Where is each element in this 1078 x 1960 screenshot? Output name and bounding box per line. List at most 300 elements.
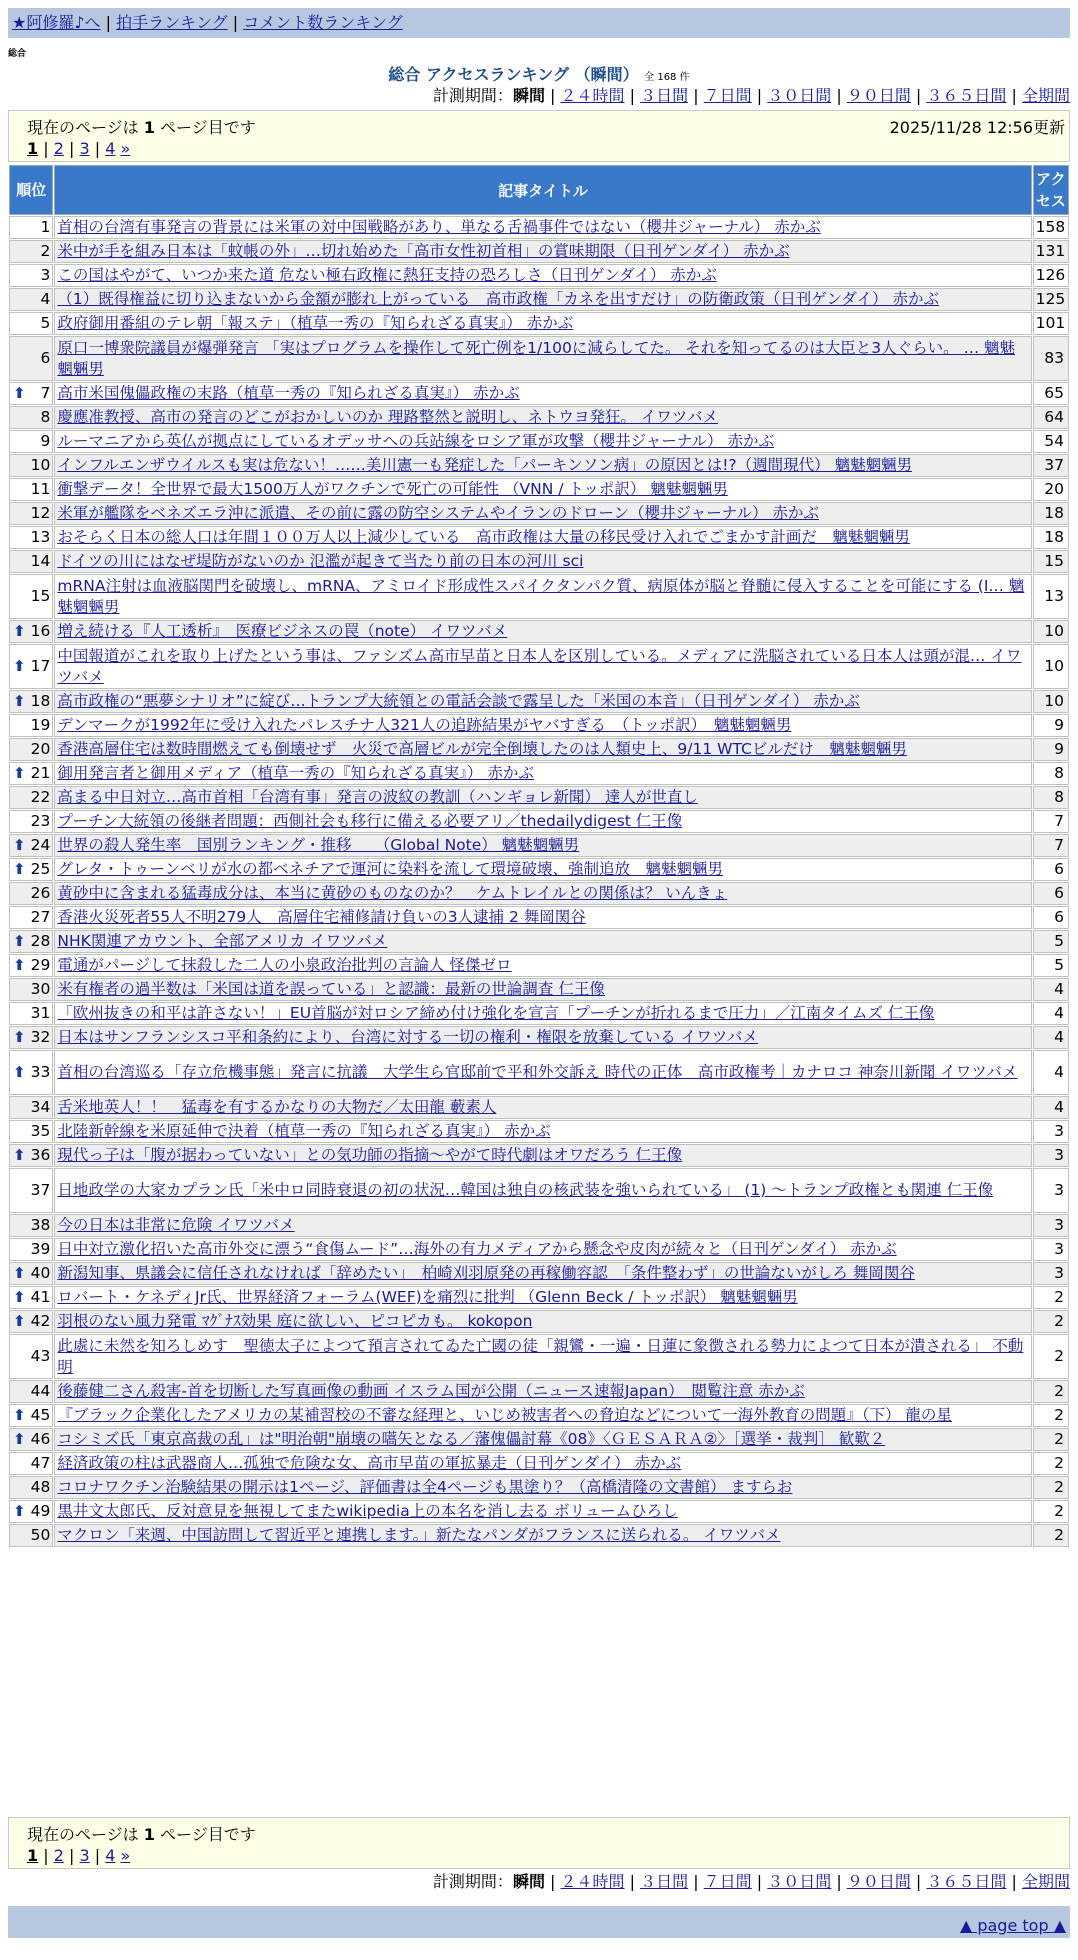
article-link[interactable]: 増え続ける『人工透析』 医療ビジネスの罠（note） イワツバメ — [57, 622, 508, 640]
rank-number: 5 — [40, 314, 51, 332]
title-cell — [54, 336, 1031, 381]
rank-cell — [9, 1144, 53, 1167]
rank-number: 3 — [40, 266, 51, 284]
rank-cell — [9, 1428, 53, 1451]
article-link[interactable]: 新潟知事、県議会に信任されなければ「辞めたい」 柏崎刈羽原発の再稼働容認 「条件整わず」の世論ないがしろ 舞岡関谷 — [57, 1264, 915, 1282]
article-link[interactable]: 原口一博衆院議員が爆弾発言 「実はプログラムを操作して死亡例を1/100に減らしてた。 それを知ってるのは大臣と3人ぐらい。 … 魑魅魍魎男 — [57, 338, 1015, 378]
category-label: 総合 — [8, 49, 27, 59]
article-link[interactable]: 御用発言者と御用メディア（植草一秀の『知られざる真実』） 赤かぶ — [57, 764, 534, 782]
title-cell — [54, 478, 1031, 501]
rank-number: 8 — [40, 408, 51, 426]
rank-cell — [9, 526, 53, 549]
period-label: 計測期間： — [432, 86, 513, 105]
title-cell — [54, 1524, 1031, 1547]
access-count: 3 — [1033, 1238, 1069, 1261]
period-link-３０日間[interactable]: ３０日間 — [767, 86, 832, 105]
rank-number: 27 — [30, 908, 51, 926]
rank-cell — [9, 1404, 53, 1427]
title-cell — [54, 714, 1031, 737]
article-link[interactable]: 日地政学の大家カプラン氏「米中ロ同時衰退の初の状況…韓国は独自の核武装を強いられている」 (1) ～トランプ政権とも関連 仁王像 — [57, 1181, 994, 1199]
article-link[interactable]: 電通がパージして抹殺した二人の小泉政治批判の言論人 怪傑ゼロ — [57, 956, 512, 974]
pager-link-3[interactable]: 3 — [79, 139, 90, 158]
article-link[interactable]: 黄砂中に含まれる猛毒成分は、本当に黄砂のものなのか？ ケムトレイルとの関係は？ いんきょ — [57, 884, 728, 902]
rank-number: 16 — [30, 622, 51, 640]
rank-number: 42 — [30, 1312, 51, 1330]
article-link[interactable]: 『ブラック企業化したアメリカの某補習校の不審な経理と、いじめ被害者への脅迫などについて一海外教育の問題』（下） 龍の星 — [57, 1406, 952, 1424]
rank-cell — [9, 762, 53, 785]
article-link[interactable]: 高市政権の“悪夢シナリオ”に綻び…トランプ大統領との電話会談で露呈した「米国の本音」（日刊ゲンダイ） 赤かぶ — [57, 692, 860, 710]
access-count: 6 — [1033, 906, 1069, 929]
period-link-２４時間[interactable]: ２４時間 — [560, 86, 625, 105]
period-link-９０日間[interactable]: ９０日間 — [846, 1872, 911, 1891]
rank-cell — [9, 978, 53, 1001]
rank-cell — [9, 478, 53, 501]
rank-number: 31 — [30, 1004, 51, 1022]
table-row — [9, 264, 1069, 287]
rank-number: 22 — [30, 788, 51, 806]
table-row — [9, 930, 1069, 953]
rank-up-arrow-icon: ⬆ — [13, 1288, 26, 1306]
ranking-title-text: 総合 アクセスランキング （瞬間） — [388, 65, 639, 84]
rank-number: 6 — [40, 349, 51, 367]
article-link[interactable]: 高市米国傀儡政権の末路（植草一秀の『知られざる真実』） 赤かぶ — [57, 384, 520, 402]
article-link[interactable]: 今の日本は非常に危険 イワツバメ — [57, 1216, 295, 1234]
rank-number: 30 — [30, 980, 51, 998]
article-link[interactable]: 首相の台湾巡る「存立危機事態」発言に抗議 大学生ら官邸前で平和外交訴え 時代の正体 高市政権考｜カナロコ 神奈川新聞 イワツバメ — [57, 1063, 1018, 1081]
article-link[interactable]: 北陸新幹線を米原延伸で決着（植草一秀の『知られざる真実』） 赤かぶ — [57, 1122, 551, 1140]
pager-link-3[interactable]: 3 — [79, 1846, 90, 1865]
article-link[interactable]: プーチン大統領の後継者問題：西側社会も移行に備える必要アリ／thedailydigest 仁王像 — [57, 812, 683, 830]
nav-comment-ranking-link[interactable]: コメント数ランキング — [243, 13, 403, 32]
pager-separator: | — [89, 139, 106, 158]
rank-number: 21 — [30, 764, 51, 782]
table-row — [9, 406, 1069, 429]
title-cell — [54, 810, 1031, 833]
period-separator: | — [751, 1872, 768, 1891]
period-selector-top — [433, 86, 1070, 106]
table-row — [9, 954, 1069, 977]
rank-number: 47 — [30, 1454, 51, 1472]
access-count: 5 — [1033, 954, 1069, 977]
rank-cell — [9, 690, 53, 713]
access-count: 3 — [1033, 1120, 1069, 1143]
article-link[interactable]: 政府御用番組のテレ朝「報ステ」（植草一秀の『知られざる真実』） 赤かぶ — [57, 314, 574, 332]
access-count: 64 — [1033, 406, 1069, 429]
col-header-rank: 順位 — [9, 165, 53, 215]
article-link[interactable]: 世界の殺人発生率 国別ランキング・推移 （Global Note） 魑魅魍魎男 — [57, 836, 580, 854]
article-link[interactable]: 米中が手を組み日本は「蚊帳の外」…切れ始めた「高市女性初首相」の賞味期限（日刊ゲンダイ） 赤かぶ — [57, 242, 790, 260]
period-link-７日間[interactable]: ７日間 — [703, 86, 752, 105]
ranking-table — [8, 164, 1070, 1548]
article-link[interactable]: おそらく日本の総人口は年間１００万人以上減少している 高市政権は大量の移民受け入れでごまかす計画だ 魑魅魍魎男 — [57, 528, 910, 546]
rank-number: 10 — [30, 456, 51, 474]
table-row — [9, 810, 1069, 833]
title-cell — [54, 1404, 1031, 1427]
rank-up-arrow-icon: ⬆ — [13, 1406, 26, 1424]
title-cell — [54, 1428, 1031, 1451]
rank-number: 4 — [40, 290, 51, 308]
title-cell — [54, 550, 1031, 573]
article-link[interactable]: 舌米地英人！！ 猛毒を有するかなりの大物だ／太田龍 藪素人 — [57, 1098, 497, 1116]
table-row — [9, 690, 1069, 713]
access-count: 3 — [1033, 1214, 1069, 1237]
rank-cell — [9, 1096, 53, 1119]
pager-bottom — [27, 1846, 130, 1865]
title-cell — [54, 1262, 1031, 1285]
rank-cell — [9, 810, 53, 833]
pager-link-2[interactable]: 2 — [53, 1846, 64, 1865]
access-count: 126 — [1033, 264, 1069, 287]
period-label: 計測期間： — [432, 1872, 513, 1891]
title-cell — [54, 1380, 1031, 1403]
rank-number: 39 — [30, 1240, 51, 1258]
rank-cell — [9, 216, 53, 239]
article-link[interactable]: 香港火災死者55人不明279人 高層住宅補修請け負いの3人逮捕 2 舞岡関谷 — [57, 908, 586, 926]
pager-link-4[interactable]: 4 — [105, 139, 116, 158]
title-cell — [54, 1168, 1031, 1213]
nav-home-link[interactable]: ★阿修羅♪へ — [12, 13, 101, 32]
table-row — [9, 288, 1069, 311]
rank-number: 38 — [30, 1216, 51, 1234]
access-count: 131 — [1033, 240, 1069, 263]
title-cell — [54, 1144, 1031, 1167]
access-count: 2 — [1033, 1334, 1069, 1379]
table-row — [9, 978, 1069, 1001]
rank-cell — [9, 1262, 53, 1285]
article-link[interactable]: NHK関連アカウント、全部アメリカ イワツバメ — [57, 932, 388, 950]
table-row — [9, 906, 1069, 929]
access-count: 2 — [1033, 1524, 1069, 1547]
access-count: 65 — [1033, 382, 1069, 405]
top-nav-bar — [8, 8, 1070, 38]
pager-next[interactable]: » — [120, 139, 131, 158]
article-link[interactable]: 高まる中日対立…高市首相「台湾有事」発言の波紋の教訓（ハンギョレ新聞） 達人が世直し — [57, 788, 698, 806]
period-link-全期間[interactable]: 全期間 — [1021, 1872, 1070, 1891]
title-cell — [54, 430, 1031, 453]
table-row — [9, 1050, 1069, 1095]
access-count: 2 — [1033, 1500, 1069, 1523]
title-cell — [54, 1476, 1031, 1499]
table-row — [9, 336, 1069, 381]
access-count: 7 — [1033, 810, 1069, 833]
access-count: 83 — [1033, 336, 1069, 381]
title-cell — [54, 1096, 1031, 1119]
title-cell — [54, 786, 1031, 809]
access-count: 4 — [1033, 1096, 1069, 1119]
rank-number: 7 — [40, 384, 51, 402]
article-link[interactable]: インフルエンザウイルスも実は危ない！……美川憲一も発症した「パーキンソン病」の原因とは!?（週間現代） 魑魅魍魎男 — [57, 456, 913, 474]
period-link-２４時間[interactable]: ２４時間 — [560, 1872, 625, 1891]
title-cell — [54, 454, 1031, 477]
pager-link-4[interactable]: 4 — [105, 1846, 116, 1865]
rank-number: 13 — [30, 528, 51, 546]
article-link[interactable]: 日中対立激化招いた高市外交に漂う“食傷ムード”…海外の有力メディアから懸念や皮肉が続々と（日刊ゲンダイ） 赤かぶ — [57, 1240, 897, 1258]
rank-cell — [9, 834, 53, 857]
rank-cell — [9, 1214, 53, 1237]
article-link[interactable]: デンマークが1992年に受け入れたパレスチナ人321人の追跡結果がヤバすぎる （トッポ訳） 魑魅魍魎男 — [57, 716, 792, 734]
access-count: 2 — [1033, 1404, 1069, 1427]
pager-link-2[interactable]: 2 — [53, 139, 64, 158]
pager-separator: | — [38, 1846, 54, 1865]
ranking-title — [0, 62, 1078, 85]
article-link[interactable]: コシミズ氏「東京高裁の乱」は"明治朝"崩壊の嚆矢となる／藩傀儡討幕《08》〈ＧＥＳＡＲＡ②〉［選挙・裁判］ 歓歎２ — [57, 1430, 886, 1448]
period-link-全期間[interactable]: 全期間 — [1021, 86, 1070, 105]
title-cell — [54, 526, 1031, 549]
table-row — [9, 1476, 1069, 1499]
access-count: 10 — [1033, 620, 1069, 643]
article-link[interactable]: （1）既得権益に切り込まないから金額が膨れ上がっている 高市政権「カネを出すだけ」の防衛政策（日刊ゲンダイ） 赤かぶ — [57, 290, 939, 308]
pager-next[interactable]: » — [120, 1846, 131, 1865]
access-count: 2 — [1033, 1476, 1069, 1499]
title-cell — [54, 240, 1031, 263]
table-row — [9, 644, 1069, 689]
rank-number: 34 — [30, 1098, 51, 1116]
rank-number: 49 — [30, 1502, 51, 1520]
pager-current: 1 — [27, 1846, 39, 1865]
rank-cell — [9, 1310, 53, 1333]
period-link-３日間[interactable]: ３日間 — [640, 86, 689, 105]
rank-up-arrow-icon: ⬆ — [13, 1028, 26, 1046]
rank-number: 35 — [30, 1122, 51, 1140]
total-count: 全 168 件 — [644, 72, 690, 83]
rank-up-arrow-icon: ⬆ — [13, 622, 26, 640]
article-link[interactable]: グレタ・トゥーンベリが水の都ベネチアで運河に染料を流して環境破壊、強制追放 魑魅魍魎男 — [57, 860, 724, 878]
access-count: 3 — [1033, 1144, 1069, 1167]
rank-cell — [9, 1168, 53, 1213]
access-count: 101 — [1033, 312, 1069, 335]
table-row — [9, 574, 1069, 619]
rank-cell — [9, 954, 53, 977]
rank-cell — [9, 382, 53, 405]
title-cell — [54, 574, 1031, 619]
rank-up-arrow-icon: ⬆ — [13, 384, 26, 402]
access-count: 158 — [1033, 216, 1069, 239]
title-cell — [54, 690, 1031, 713]
article-link[interactable]: ドイツの川にはなぜ堤防がないのか 氾濫が起きて当たり前の日本の河川 sci — [57, 552, 584, 570]
title-cell — [54, 1310, 1031, 1333]
rank-number: 40 — [30, 1264, 51, 1282]
period-link-３日間[interactable]: ３日間 — [640, 1872, 689, 1891]
title-cell — [54, 738, 1031, 761]
title-cell — [54, 382, 1031, 405]
article-link[interactable]: マクロン「来週、中国訪問して習近平と連携します。」新たなパンダがフランスに送られる。 イワツバメ — [57, 1526, 781, 1544]
article-link[interactable]: 日本はサンフランシスコ平和条約により、台湾に対する一切の権利・権限を放棄している イワツバメ — [57, 1028, 758, 1046]
col-header-title: 記事タイトル — [54, 165, 1031, 215]
period-separator: | — [831, 1872, 847, 1891]
rank-cell — [9, 574, 53, 619]
table-row — [9, 1262, 1069, 1285]
title-cell — [54, 264, 1031, 287]
access-count: 10 — [1033, 644, 1069, 689]
title-cell — [54, 502, 1031, 525]
access-count: 6 — [1033, 882, 1069, 905]
table-row — [9, 1096, 1069, 1119]
rank-cell — [9, 430, 53, 453]
rank-number: 2 — [40, 242, 51, 260]
period-separator: | — [544, 86, 561, 105]
article-link[interactable]: 現代っ子は「腹が据わっていない」との気功師の指摘～やがて時代劇はオワだろう 仁王像 — [57, 1146, 683, 1164]
access-count: 20 — [1033, 478, 1069, 501]
rank-number: 19 — [30, 716, 51, 734]
rank-cell — [9, 644, 53, 689]
page-info-bottom — [8, 1817, 1070, 1869]
table-row — [9, 1380, 1069, 1403]
title-cell — [54, 288, 1031, 311]
title-cell — [54, 978, 1031, 1001]
article-link[interactable]: 羽根のない風力発電 ﾏｸﾞﾅｽ効果 庭に欲しい、ピコピカも。 kokopon — [57, 1312, 533, 1330]
rank-up-arrow-icon: ⬆ — [13, 1312, 26, 1330]
rank-cell — [9, 240, 53, 263]
rank-up-arrow-icon: ⬆ — [13, 1264, 26, 1282]
rank-number: 15 — [30, 587, 51, 605]
footer-bar — [8, 1906, 1070, 1938]
rank-cell — [9, 264, 53, 287]
table-row — [9, 1452, 1069, 1475]
title-cell — [54, 1214, 1031, 1237]
article-link[interactable]: 中国報道がこれを取り上げたという事は、ファシズム高市早苗と日本人を区別している。メディアに洗脳されている日本人は頭が混… イワツバメ — [57, 646, 1022, 686]
pager-separator: | — [63, 139, 80, 158]
table-row — [9, 502, 1069, 525]
rank-cell — [9, 1500, 53, 1523]
access-count: 3 — [1033, 1262, 1069, 1285]
title-cell — [54, 406, 1031, 429]
access-count: 2 — [1033, 1286, 1069, 1309]
rank-cell — [9, 288, 53, 311]
access-count: 8 — [1033, 786, 1069, 809]
article-link[interactable]: 「欧州抜きの和平は許さない！」EU首脳が対ロシア締め付け強化を宣言「プーチンが折れるまで圧力」／江南タイムズ 仁王像 — [57, 1004, 935, 1022]
access-count: 4 — [1033, 1050, 1069, 1095]
article-link[interactable]: 慶應准教授、高市の発言のどこがおかしいのか 理路整然と説明し、ネトウヨ発狂。 イワツバメ — [57, 408, 718, 426]
table-row — [9, 1428, 1069, 1451]
title-cell — [54, 1334, 1031, 1379]
access-count: 2 — [1033, 1310, 1069, 1333]
article-link[interactable]: 経済政策の柱は武器商人…孤独で危険な女、高市早苗の軍拡暴走（日刊ゲンダイ） 赤かぶ — [57, 1454, 682, 1472]
table-row — [9, 1404, 1069, 1427]
nav-separator: | — [232, 13, 239, 32]
period-link-７日間[interactable]: ７日間 — [703, 1872, 752, 1891]
article-link[interactable]: mRNA注射は血液脳関門を破壊し、mRNA、アミロイド形成性スパイクタンパク質、病原体が脳と脊髄に侵入することを可能にする (I… 魑魅魍魎男 — [57, 576, 1025, 616]
period-separator: | — [688, 1872, 704, 1891]
article-link[interactable]: 黒井文太郎氏、反対意見を無視してまたwikipedia上の本名を消し去る ボリュームひろし — [57, 1502, 678, 1520]
rank-up-arrow-icon: ⬆ — [13, 932, 26, 950]
article-link[interactable]: ロバート・ケネディJr氏、世界経済フォーラム(WEF)を痛烈に批判 （Glenn Beck / トッポ訳） 魑魅魍魎男 — [57, 1288, 798, 1306]
article-link[interactable]: 香港高層住宅は数時間燃えても倒壊せず 火災で高層ビルが完全倒壊したのは人類史上、9/11 WTCビルだけ 魑魅魍魎男 — [57, 740, 907, 758]
title-cell — [54, 906, 1031, 929]
title-cell — [54, 858, 1031, 881]
pager-separator: | — [63, 1846, 80, 1865]
title-cell — [54, 882, 1031, 905]
period-separator: | — [624, 86, 641, 105]
rank-number: 29 — [30, 956, 51, 974]
article-link[interactable]: 米有権者の過半数は「米国は道を誤っている」と認識：最新の世論調査 仁王像 — [57, 980, 605, 998]
rank-up-arrow-icon: ⬆ — [13, 1430, 26, 1448]
period-current: 瞬間 — [512, 1872, 545, 1891]
rank-cell — [9, 1026, 53, 1049]
title-cell — [54, 1050, 1031, 1095]
article-link[interactable]: 此處に未然を知ろしめす 聖徳太子によつて預言されてゐた亡國の徒「親鸞・一遍・日蓮に象徴される勢力によつて日本が潰される」 不動明 — [57, 1336, 1024, 1376]
period-link-３６５日間[interactable]: ３６５日間 — [926, 1872, 1007, 1891]
rank-up-arrow-icon: ⬆ — [13, 764, 26, 782]
rank-number: 1 — [40, 218, 51, 236]
rank-number: 28 — [30, 932, 51, 950]
rank-cell — [9, 930, 53, 953]
rank-cell — [9, 1334, 53, 1379]
table-row — [9, 216, 1069, 239]
rank-cell — [9, 336, 53, 381]
rank-cell — [9, 1238, 53, 1261]
rank-up-arrow-icon: ⬆ — [13, 956, 26, 974]
article-link[interactable]: この国はやがて、いつか来た道 危ない極右政権に熱狂支持の恐ろしさ（日刊ゲンダイ） 赤かぶ — [57, 266, 717, 284]
access-count: 13 — [1033, 574, 1069, 619]
table-row — [9, 762, 1069, 785]
rank-number: 32 — [30, 1028, 51, 1046]
table-row — [9, 1026, 1069, 1049]
rank-cell — [9, 882, 53, 905]
rank-number: 11 — [30, 480, 51, 498]
access-count: 3 — [1033, 1168, 1069, 1213]
table-row — [9, 478, 1069, 501]
article-link[interactable]: ルーマニアから英仏が拠点にしているオデッサへの兵站線をロシア軍が攻撃（櫻井ジャーナル） 赤かぶ — [57, 432, 774, 450]
access-count: 54 — [1033, 430, 1069, 453]
article-link[interactable]: 首相の台湾有事発言の背景には米軍の対中国戦略があり、単なる舌禍事件ではない（櫻井ジャーナル） 赤かぶ — [57, 218, 821, 236]
updated-timestamp: 2025/11/28 12:56更新 — [889, 118, 1065, 137]
table-row — [9, 858, 1069, 881]
rank-number: 37 — [30, 1181, 51, 1199]
article-link[interactable]: 米軍が艦隊をベネズエラ沖に派遣、その前に露の防空システムやイランのドローン（櫻井ジャーナル） 赤かぶ — [57, 504, 819, 522]
period-separator: | — [1006, 86, 1022, 105]
article-link[interactable]: 衝撃データ！全世界で最大1500万人がワクチンで死亡の可能性 （VNN / トッポ訳） 魑魅魍魎男 — [57, 480, 728, 498]
rank-number: 43 — [30, 1347, 51, 1365]
page-top-link[interactable]: ▲ page top ▲ — [959, 1916, 1066, 1935]
title-cell — [54, 1452, 1031, 1475]
rank-up-arrow-icon: ⬆ — [13, 1502, 26, 1520]
period-separator: | — [910, 86, 927, 105]
article-link[interactable]: 後藤健二さん殺害-首を切断した写真画像の動画 イスラム国が公開（ニュース速報Japan） 閲覧注意 赤かぶ — [57, 1382, 805, 1400]
table-row — [9, 714, 1069, 737]
current-page-text: 現在のページは 1 ページ目です — [27, 118, 256, 137]
rank-cell — [9, 1286, 53, 1309]
table-row — [9, 1500, 1069, 1523]
rank-cell — [9, 502, 53, 525]
rank-number: 33 — [30, 1063, 51, 1081]
rank-cell — [9, 1050, 53, 1095]
access-count: 4 — [1033, 1026, 1069, 1049]
article-link[interactable]: コロナワクチン治験結果の開示は1ページ、評価書は全4ページも黒塗り？（高橋清隆の文書館） ますらお — [57, 1478, 793, 1496]
access-count: 2 — [1033, 1380, 1069, 1403]
access-count: 7 — [1033, 834, 1069, 857]
title-cell — [54, 1238, 1031, 1261]
period-link-９０日間[interactable]: ９０日間 — [846, 86, 911, 105]
rank-number: 26 — [30, 884, 51, 902]
rank-number: 44 — [30, 1382, 51, 1400]
table-row — [9, 1286, 1069, 1309]
title-cell — [54, 216, 1031, 239]
rank-cell — [9, 786, 53, 809]
rank-cell — [9, 1476, 53, 1499]
table-row — [9, 834, 1069, 857]
table-row — [9, 738, 1069, 761]
table-row — [9, 454, 1069, 477]
period-link-３０日間[interactable]: ３０日間 — [767, 1872, 832, 1891]
table-row — [9, 240, 1069, 263]
table-row — [9, 550, 1069, 573]
nav-clap-ranking-link[interactable]: 拍手ランキング — [116, 13, 228, 32]
rank-number: 24 — [30, 836, 51, 854]
table-row — [9, 1002, 1069, 1025]
rank-cell — [9, 1002, 53, 1025]
period-link-３６５日間[interactable]: ３６５日間 — [926, 86, 1007, 105]
rank-cell — [9, 1120, 53, 1143]
